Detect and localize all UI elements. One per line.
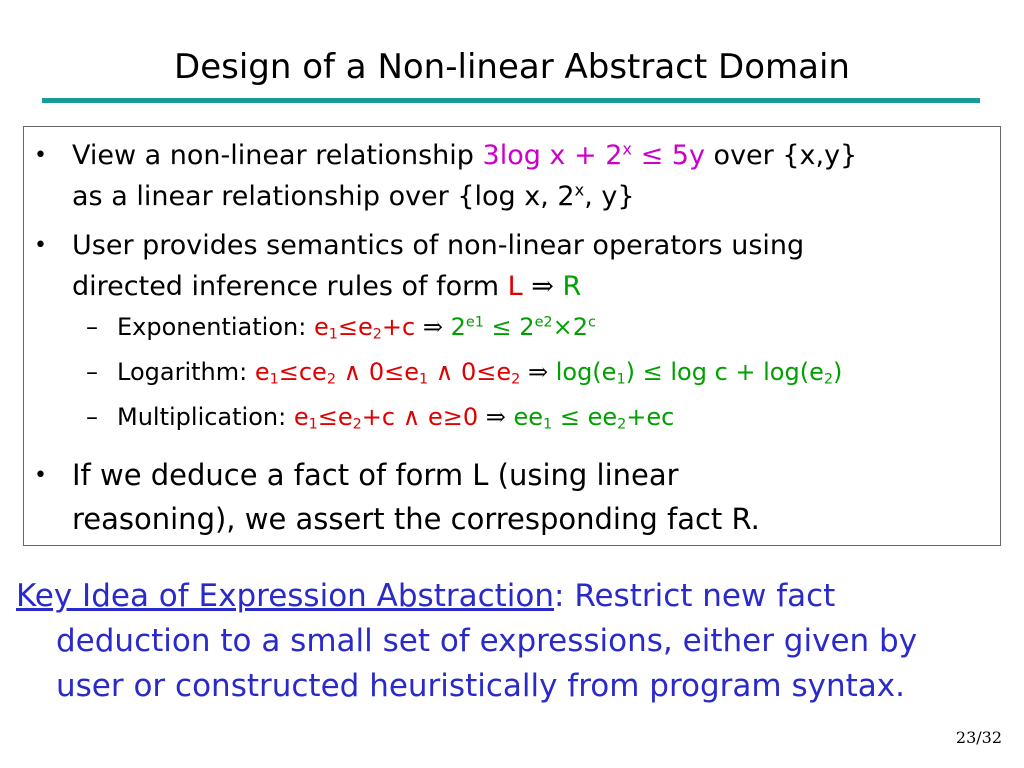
rule-rhs: $ee_1 \le ee_2+ec$ xyxy=(513,403,675,433)
bullet-marker: • xyxy=(34,463,47,488)
implies-arrow: ⇒ xyxy=(422,313,443,341)
rule-label: Logarithm: xyxy=(117,358,255,386)
key-idea-link[interactable]: Key Idea of Expression Abstraction xyxy=(16,578,555,614)
content-box xyxy=(23,126,1001,546)
bullet-2-line-1: User provides semantics of non-linear operators using xyxy=(72,230,805,261)
bullet-1-line-1: View a non-linear relationship 3log $x + 2^x \le 5y$ over {x,y} xyxy=(72,139,858,171)
bullet-marker: • xyxy=(34,143,47,168)
page-number: 23/32 xyxy=(955,728,1002,747)
bullet-1-line-2: as a linear relationship over {log x, 2$^x$, y} xyxy=(72,180,635,212)
rule-lhs: $e_1\le e_2+c$ ∧ e≥0 xyxy=(293,403,479,433)
key-idea-paragraph: Key Idea of Expression Abstraction: Restrict new fact deduction to a small set of expressions, either given by user or constructed heuristically from program syntax. xyxy=(16,574,1016,709)
key-idea-line-3: user or constructed heuristically from program syntax. xyxy=(56,668,905,704)
rule-lhs: $e_1\le e_2+c$ xyxy=(313,313,416,343)
bullet-2-line-2: directed inference rules of form L ⇒ R xyxy=(72,271,582,302)
title-rule xyxy=(42,98,980,103)
bullet-3-line-2: reasoning), we assert the corresponding fact R. xyxy=(72,502,760,536)
dash-marker: – xyxy=(86,403,98,431)
rule-label: Multiplication: xyxy=(117,403,294,431)
dash-marker: – xyxy=(86,313,98,341)
slide-title: Design of a Non-linear Abstract Domain xyxy=(174,47,850,87)
bullet-3-line-1: If we deduce a fact of form L (using linear xyxy=(72,458,679,492)
rule-rhs: $2^{e1} \le 2^{e2}\times 2^c$ xyxy=(450,313,596,341)
implies-arrow: ⇒ xyxy=(485,403,506,431)
implies-arrow: ⇒ xyxy=(527,358,549,386)
rule-rhs: $\log(e_1) \le \log c + \log(e_2)$ xyxy=(555,358,843,388)
rule-label: Exponentiation: xyxy=(117,313,314,341)
key-idea-line-2: deduction to a small set of expressions, either given by xyxy=(56,623,918,659)
bullet-marker: • xyxy=(34,233,47,258)
expr-lhs: 3log $x + 2^x \le 5y$ xyxy=(482,139,705,171)
dash-marker: – xyxy=(86,358,98,386)
rule-lhs: $e_1\le ce_2$ ∧ $0\le e_1$ ∧ $0\le e_2$ xyxy=(254,358,521,388)
